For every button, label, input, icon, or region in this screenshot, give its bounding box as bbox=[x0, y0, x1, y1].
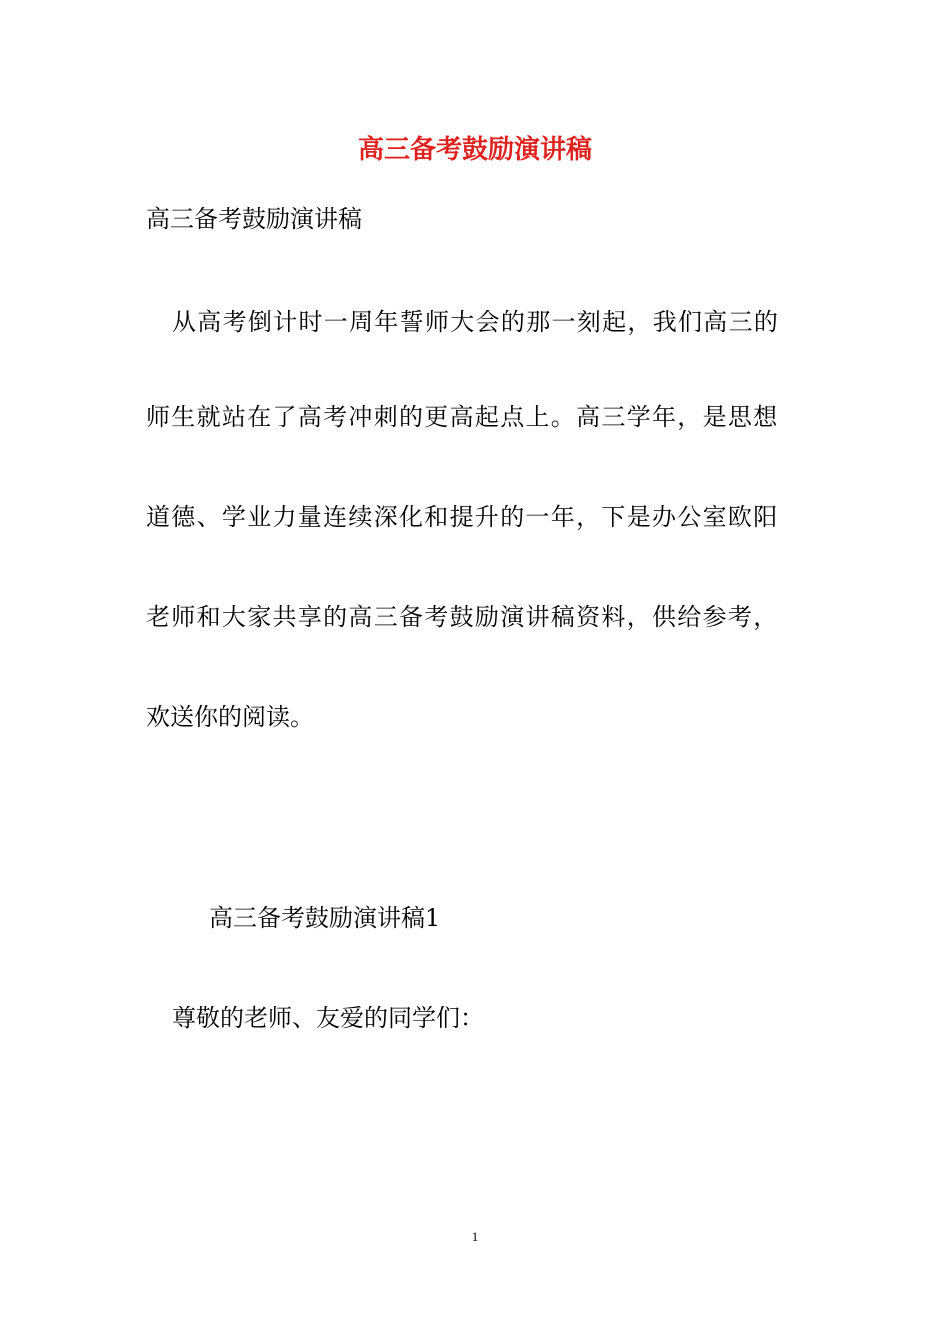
intro-line-3: 道德、学业力量连续深化和提升的一年，下是办公室欧阳 bbox=[146, 503, 779, 531]
document-subtitle: 高三备考鼓励演讲稿 bbox=[146, 205, 362, 233]
intro-line-4: 老师和大家共享的高三备考鼓励演讲稿资料，供给参考， bbox=[146, 603, 779, 631]
section-heading: 高三备考鼓励演讲稿1 bbox=[209, 904, 441, 932]
greeting-line: 尊敬的老师、友爱的同学们： bbox=[172, 1004, 484, 1032]
page-number: 1 bbox=[471, 1229, 479, 1244]
intro-line-5: 欢送你的阅读。 bbox=[146, 703, 314, 731]
intro-line-1: 从高考倒计时一周年誓师大会的那一刻起，我们高三的 bbox=[172, 308, 780, 336]
intro-line-2: 师生就站在了高考冲刺的更高起点上。高三学年，是思想 bbox=[146, 403, 779, 431]
document-title: 高三备考鼓励演讲稿 bbox=[357, 135, 592, 165]
